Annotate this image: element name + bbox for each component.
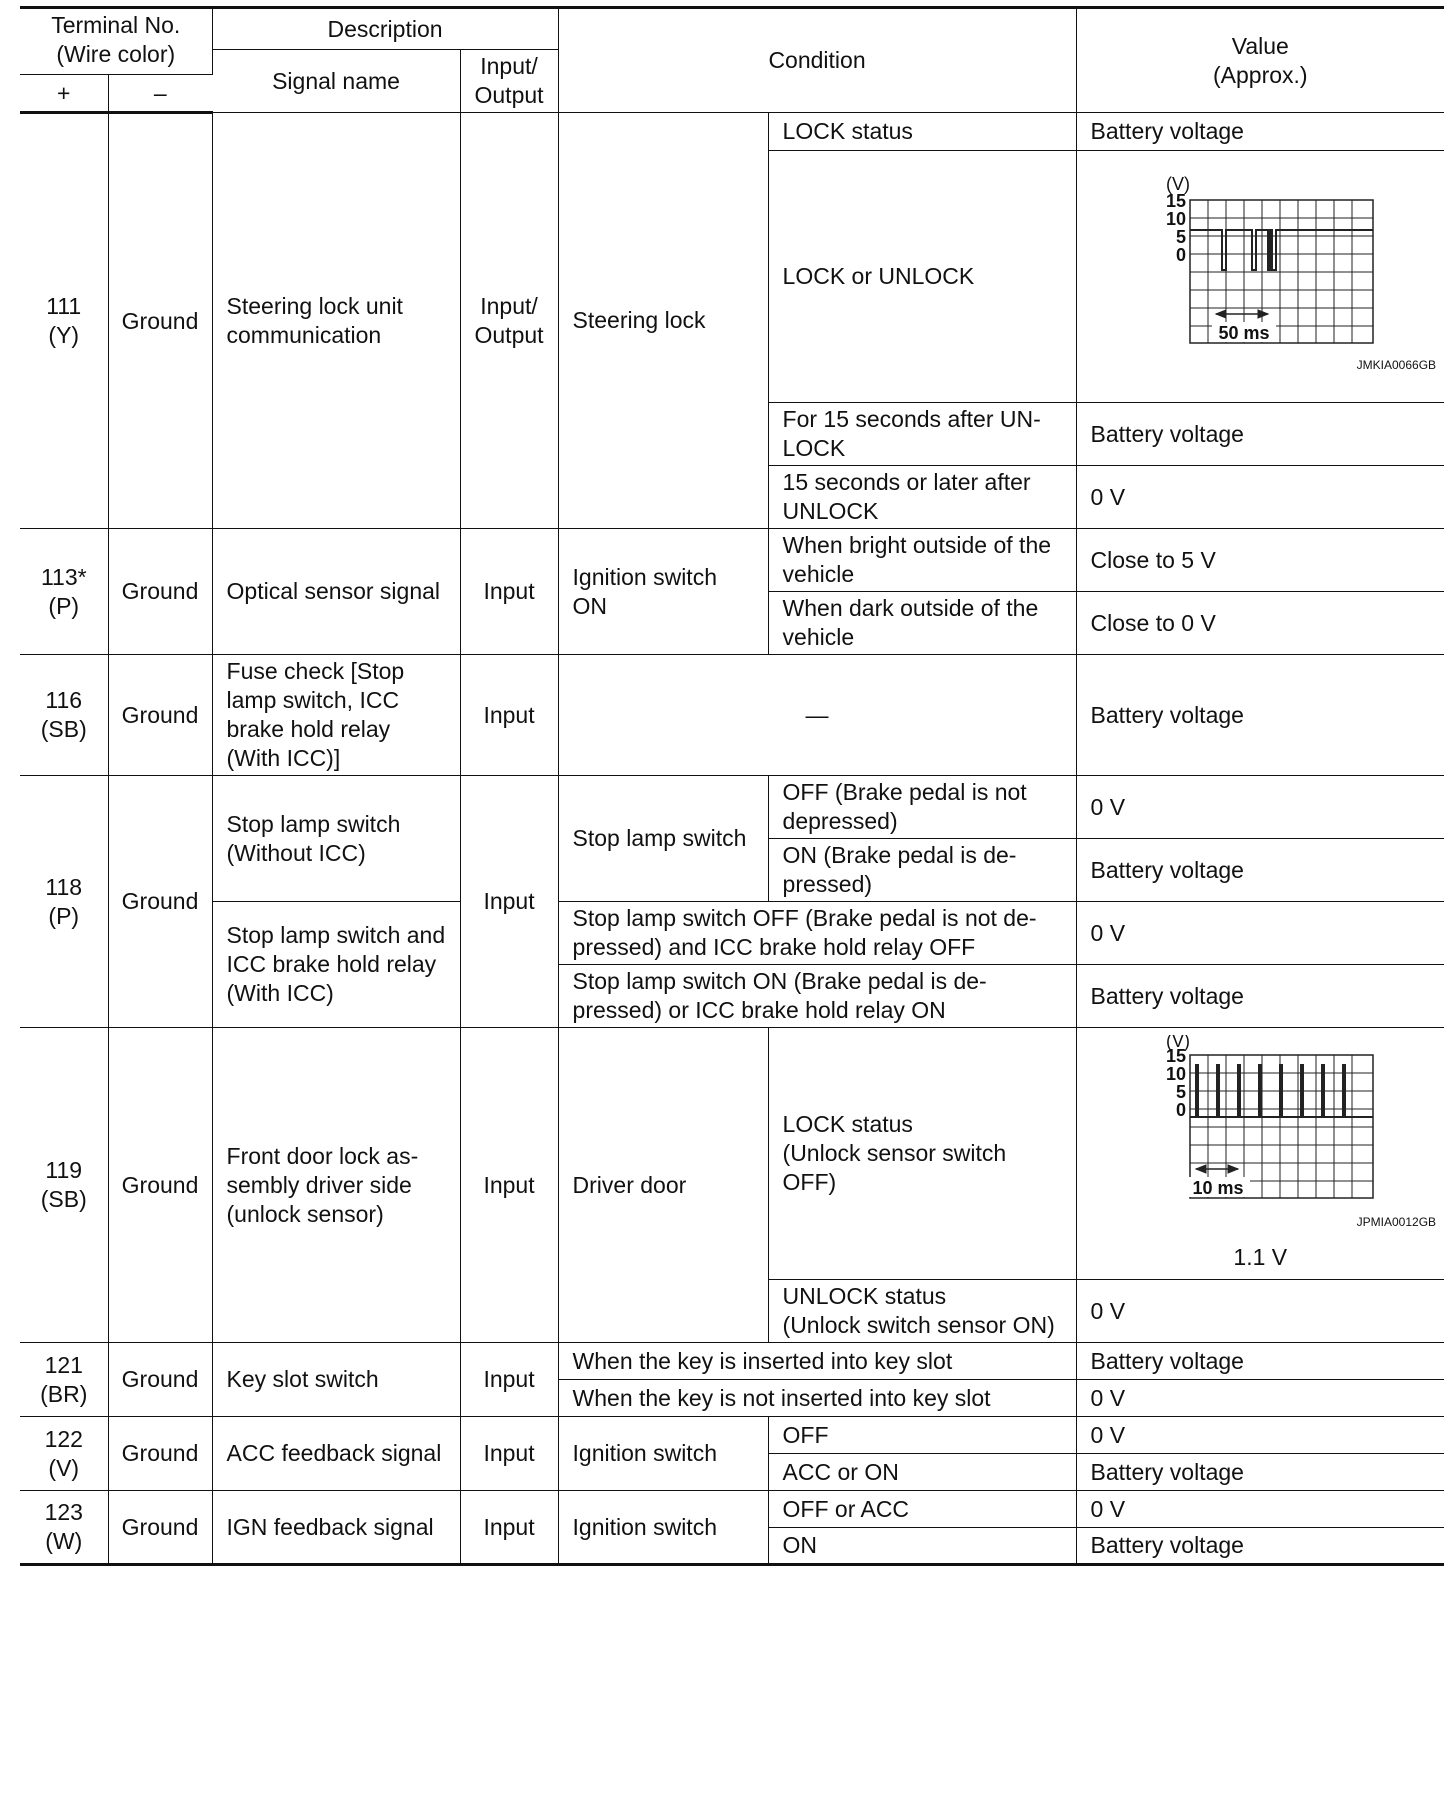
waveform-119-time: 10 ms [1192,1178,1244,1198]
signal-113: Optical sensor signal [212,529,460,655]
waveform-119-plot [1130,1035,1390,1215]
waveform-119-tick-0: 0 [1176,1100,1187,1120]
subcond-121-not-inserted: When the key is not inserted into key slot [558,1380,1076,1417]
value-approx-label: (Approx.) [1212,61,1308,88]
waveform-111-tick-5: 5 [1176,226,1187,247]
subcond-111-lock: LOCK status [768,113,1076,151]
subcond-123-off-acc: OFF or ACC [768,1491,1076,1528]
subcond-122-acc-on: ACC or ON [768,1454,1076,1491]
terminal-119: 119 (SB) [20,1028,108,1343]
io-119: Input [460,1028,558,1343]
signal-121: Key slot switch [212,1343,460,1417]
terminal-123: 123 (W) [20,1491,108,1565]
subcond-122-off: OFF [768,1417,1076,1454]
io-121: Input [460,1343,558,1417]
io-111: Input/ Output [460,113,558,529]
value-122-acc-on: Battery voltage [1076,1454,1444,1491]
io-116: Input [460,655,558,776]
value-119-waveform [1076,1028,1444,1280]
signal-116: Fuse check [Stop lamp switch, ICC brake hold relay (With ICC)] [212,655,460,776]
subcond-113-bright: When bright outside of the vehicle [768,529,1076,592]
waveform-111-time: 50 ms [1218,322,1270,343]
ground-118: Ground [108,776,212,1028]
waveform-111-tick-10: 10 [1166,208,1187,229]
terminal-no-label: Terminal No. [51,12,181,38]
waveform-111-tick-0: 0 [1176,244,1187,265]
condition-119: Driver door [558,1028,768,1343]
subcond-113-dark: When dark outside of the vehicle [768,592,1076,655]
value-123-on: Battery voltage [1076,1528,1444,1565]
value-113-bright: Close to 5 V [1076,529,1444,592]
signal-122: ACC feedback signal [212,1417,460,1491]
ground-111: Ground [108,113,212,529]
ground-123: Ground [108,1491,212,1565]
value-121-not-inserted: 0 V [1076,1380,1444,1417]
value-119-unlock: 0 V [1076,1280,1444,1343]
terminal-121: 121 (BR) [20,1343,108,1417]
value-111-waveform [1076,151,1444,403]
value-121-inserted: Battery voltage [1076,1343,1444,1380]
plus-header: + [20,75,108,113]
ground-121: Ground [108,1343,212,1417]
signal-119: Front door lock as- sembly driver side (unlock sensor) [212,1028,460,1343]
minus-header: – [108,75,212,113]
value-118-off: 0 V [1076,776,1444,839]
value-111-lock: Battery voltage [1076,113,1444,151]
subcond-119-unlock: UNLOCK status (Unlock switch sensor ON) [768,1280,1076,1343]
value-118-icc-off: 0 V [1076,902,1444,965]
value-label: Value [1231,32,1289,59]
terminal-116: 116 (SB) [20,655,108,776]
condition-113: Ignition switch ON [558,529,768,655]
subcond-119-lock: LOCK status (Unlock sensor switch OFF) [768,1028,1076,1280]
waveform-111-plot [1130,162,1390,362]
waveform-119-code: JPMIA0012GB [1356,1215,1437,1229]
terminal-118: 118 (P) [20,776,108,1028]
subcond-123-on: ON [768,1528,1076,1565]
subcond-118-off: OFF (Brake pedal is not depressed) [768,776,1076,839]
value-123-off-acc: 0 V [1076,1491,1444,1528]
value-header [1076,8,1444,113]
io-122: Input [460,1417,558,1491]
signal-118-without-icc: Stop lamp switch (Without ICC) [212,776,460,902]
ground-113: Ground [108,529,212,655]
value-118-on: Battery voltage [1076,839,1444,902]
terminal-113: 113* (P) [20,529,108,655]
condition-118-stop-lamp: Stop lamp switch [558,776,768,902]
condition-116: — [558,655,1076,776]
waveform-119-tick-10: 10 [1166,1064,1187,1084]
waveform-111 [1085,162,1437,392]
condition-header: Condition [558,8,1076,113]
subcond-118-on: ON (Brake pedal is de- pressed) [768,839,1076,902]
value-118-icc-on: Battery voltage [1076,965,1444,1028]
signal-123: IGN feedback signal [212,1491,460,1565]
value-111-later: 0 V [1076,466,1444,529]
waveform-119-tick-15: 15 [1166,1046,1187,1066]
io-123: Input [460,1491,558,1565]
value-122-off: 0 V [1076,1417,1444,1454]
ground-116: Ground [108,655,212,776]
wire-color-label: (Wire color) [56,41,176,67]
value-113-dark: Close to 0 V [1076,592,1444,655]
signal-name-header: Signal name [212,50,460,113]
subcond-121-inserted: When the key is inserted into key slot [558,1343,1076,1380]
terminal-122: 122 (V) [20,1417,108,1491]
terminal-no-header [20,8,212,75]
terminal-111: 111 (Y) [20,113,108,529]
waveform-111-code: JMKIA0066GB [1356,357,1437,372]
value-111-after-unlock: Battery voltage [1076,403,1444,466]
condition-111: Steering lock [558,113,768,529]
ground-122: Ground [108,1417,212,1491]
signal-118-with-icc: Stop lamp switch and ICC brake hold relay (With ICC) [212,902,460,1028]
waveform-119-unit: (V) [1166,1035,1191,1051]
waveform-111-tick-15: 15 [1166,190,1187,211]
value-119-lock: 1.1 V [1233,1244,1288,1270]
waveform-119-tick-5: 5 [1176,1082,1187,1102]
io-118: Input [460,776,558,1028]
waveform-119 [1085,1035,1437,1235]
ground-119: Ground [108,1028,212,1343]
value-116: Battery voltage [1076,655,1444,776]
terminal-spec-table [20,6,1444,1566]
waveform-111-unit: (V) [1166,173,1191,194]
condition-122: Ignition switch [558,1417,768,1491]
description-header: Description [212,8,558,50]
subcond-118-icc-off: Stop lamp switch OFF (Brake pedal is not de- pressed) and ICC brake hold relay OFF [558,902,1076,965]
signal-111: Steering lock unit communication [212,113,460,529]
subcond-111-lock-unlock: LOCK or UNLOCK [768,151,1076,403]
subcond-118-icc-on: Stop lamp switch ON (Brake pedal is de- pressed) or ICC brake hold relay ON [558,965,1076,1028]
input-output-header: Input/ Output [460,50,558,113]
condition-123: Ignition switch [558,1491,768,1565]
subcond-111-after-unlock: For 15 seconds after UN- LOCK [768,403,1076,466]
subcond-111-later: 15 seconds or later after UNLOCK [768,466,1076,529]
io-113: Input [460,529,558,655]
